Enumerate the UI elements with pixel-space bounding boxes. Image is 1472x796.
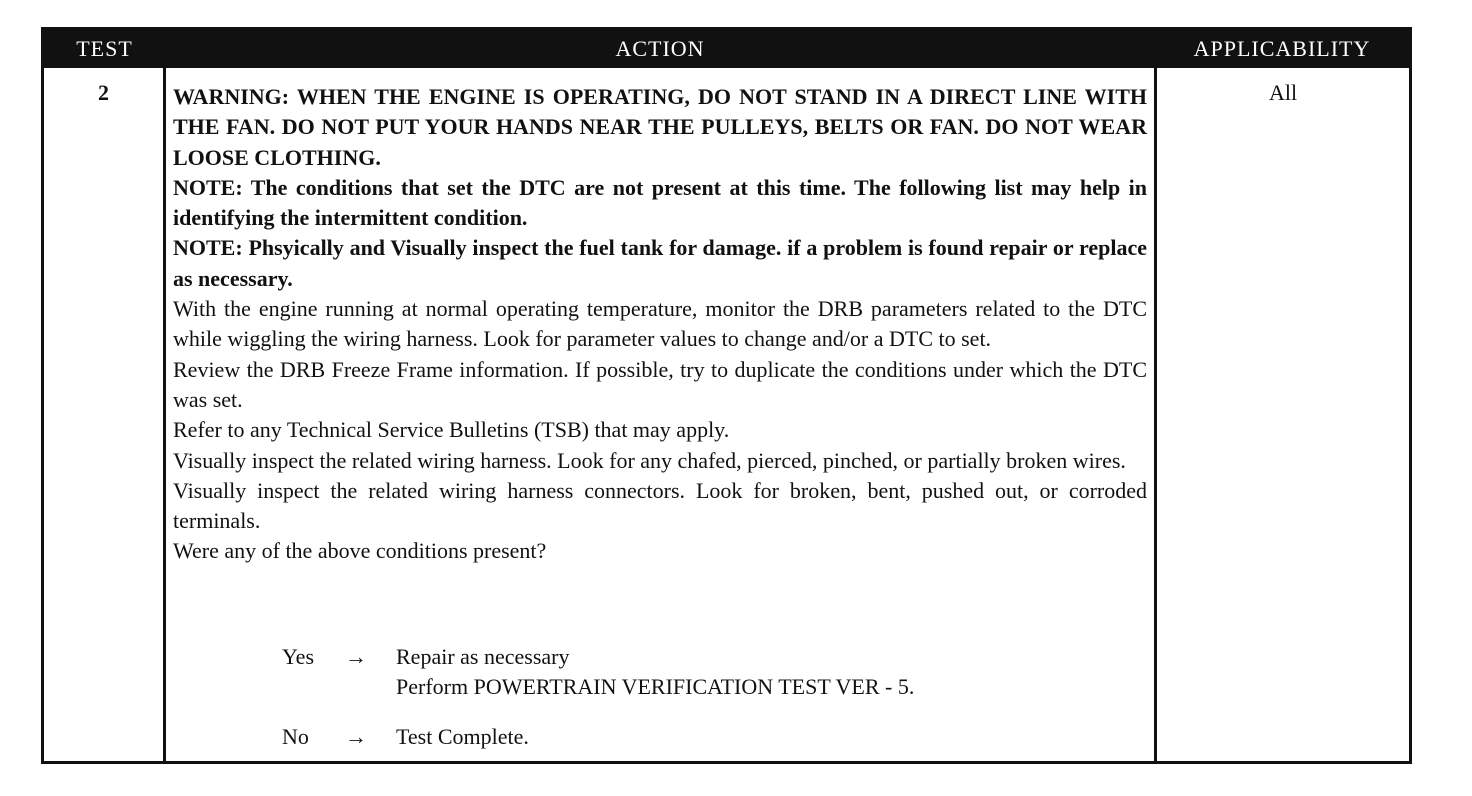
note-text: NOTE: The conditions that set the DTC are not present at this time. The following list may help in identifying the intermittent condition. <box>173 174 1147 231</box>
column-divider <box>1154 68 1157 761</box>
outcome-no-result <box>396 722 1136 752</box>
action-text <box>173 82 1147 567</box>
step-text: Visually inspect the related wiring harness. Look for any chafed, pierced, pinched, or partially broken wires. <box>173 447 1126 473</box>
header-test: TEST <box>76 36 133 61</box>
step-text: Visually inspect the related wiring harness connectors. Look for broken, bent, pushed out, or corroded terminals. <box>173 477 1147 534</box>
answer-no: No <box>282 724 309 749</box>
header-action: ACTION <box>615 36 705 61</box>
applicability-value: All <box>1268 80 1298 105</box>
answer-yes: Yes <box>282 644 315 669</box>
result-line: Perform POWERTRAIN VERIFICATION TEST VER - 5. <box>396 674 915 699</box>
step-text: Refer to any Technical Service Bulletins (TSB) that may apply. <box>173 417 730 443</box>
step-text: Review the DRB Freeze Frame information. If possible, try to duplicate the conditions under which the DTC was set. <box>173 356 1147 412</box>
table-header <box>44 30 1409 68</box>
step-text: With the engine running at normal operating temperature, monitor the DRB parameters related to the DTC while wiggling the wiring harness. Look for parameter values to change and/or a DTC to set. <box>173 296 1147 352</box>
note-text: NOTE: Phsyically and Visually inspect the fuel tank for damage. if a problem is found repair or replace as necessary. <box>173 235 1147 291</box>
outcome-yes-result <box>396 642 1136 702</box>
test-number: 2 <box>98 80 109 105</box>
arrow-right-icon: → <box>345 724 367 749</box>
header-applicability: APPLICABILITY <box>1193 36 1371 61</box>
result-line: Repair as necessary <box>396 644 570 669</box>
column-divider <box>163 68 166 761</box>
result-line: Test Complete. <box>396 724 529 749</box>
warning-text: WARNING: WHEN THE ENGINE IS OPERATING, DO NOT STAND IN A DIRECT LINE WITH THE FAN. DO NOT PUT YOUR HANDS NEAR THE PULLEYS, BELTS OR FAN. DO NOT WEAR LOOSE CLOTHING. <box>173 84 1147 170</box>
arrow-right-icon: → <box>345 644 367 669</box>
question-text: Were any of the above conditions present? <box>173 538 547 564</box>
diagnostic-table <box>41 27 1412 764</box>
